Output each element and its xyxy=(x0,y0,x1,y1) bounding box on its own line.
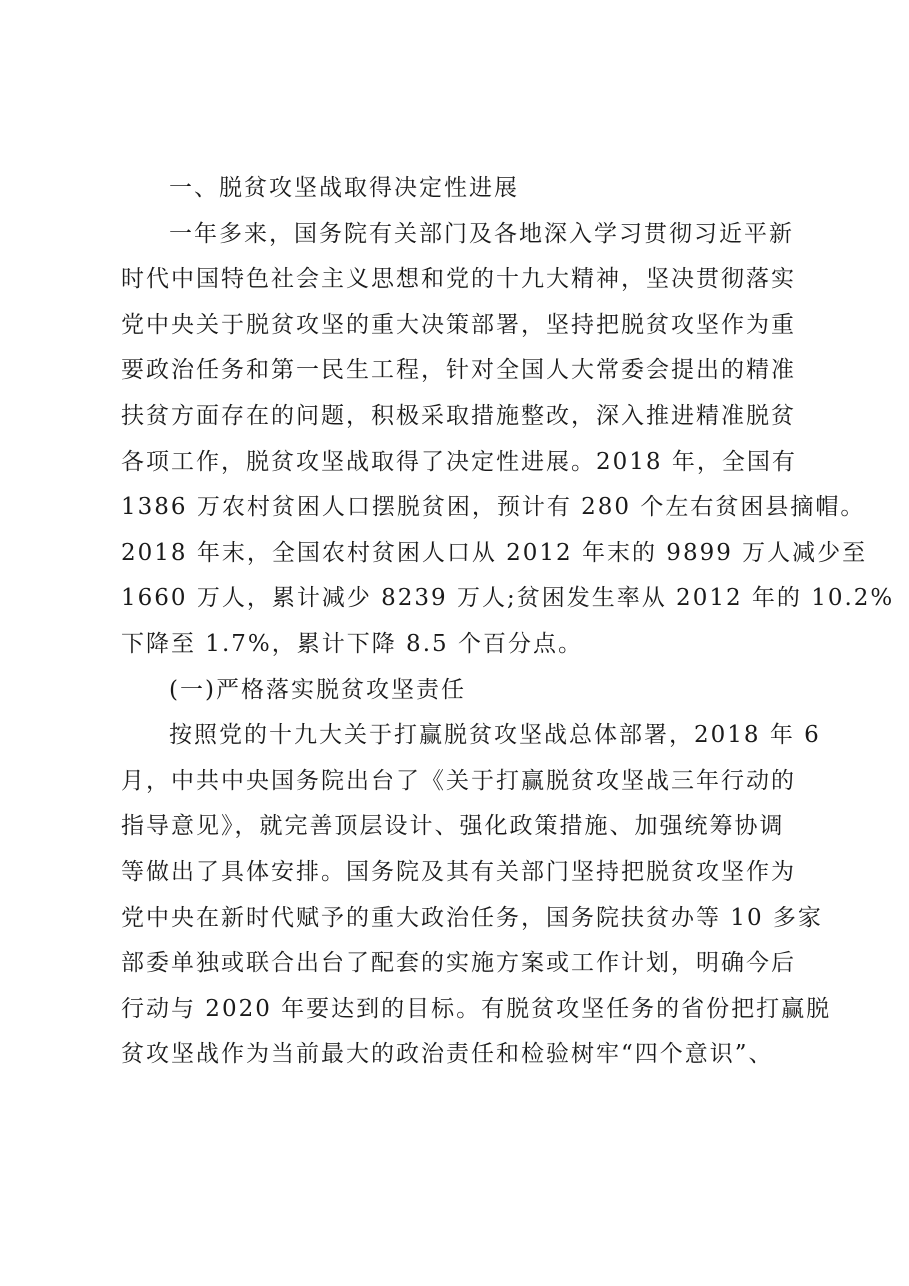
paragraph-line: 月，中共中央国务院出台了《关于打赢脱贫攻坚战三年行动的 xyxy=(121,767,796,794)
paragraph-line: 要政治任务和第一民生工程，针对全国人大常委会提出的精准 xyxy=(121,357,796,384)
paragraph-line: 贫攻坚战作为当前最大的政治责任和检验树牢“四个意识”、 xyxy=(121,1041,774,1068)
subsection-heading: (一)严格落实脱贫攻坚责任 xyxy=(169,676,466,703)
paragraph-line: 1660 万人，累计减少 8239 万人;贫困发生率从 2012 年的 10.2% xyxy=(121,585,895,612)
paragraph-line: 按照党的十九大关于打赢脱贫攻坚战总体部署，2018 年 6 xyxy=(169,722,821,749)
section-heading: 一、脱贫攻坚战取得决定性进展 xyxy=(169,175,519,201)
paragraph-line: 行动与 2020 年要达到的目标。有脱贫攻坚任务的省份把打赢脱 xyxy=(121,995,832,1022)
paragraph-line: 等做出了具体安排。国务院及其有关部门坚持把脱贫攻坚作为 xyxy=(121,858,796,885)
paragraph-line: 2018 年末，全国农村贫困人口从 2012 年末的 9899 万人减少至 xyxy=(121,539,868,566)
paragraph-line: 扶贫方面存在的问题，积极采取措施整改，深入推进精准脱贫 xyxy=(121,402,796,429)
paragraph-line: 时代中国特色社会主义思想和党的十九大精神，坚决贯彻落实 xyxy=(121,266,796,293)
paragraph-line: 1386 万农村贫困人口摆脱贫困，预计有 280 个左右贫困县摘帽。 xyxy=(121,494,866,521)
paragraph-line: 部委单独或联合出台了配套的实施方案或工作计划，明确今后 xyxy=(121,950,796,977)
paragraph-line: 党中央关于脱贫攻坚的重大决策部署，坚持把脱贫攻坚作为重 xyxy=(121,311,796,338)
document-body xyxy=(121,166,895,1078)
paragraph-line: 一年多来，国务院有关部门及各地深入学习贯彻习近平新 xyxy=(169,220,794,247)
paragraph-line: 指导意见》，就完善顶层设计、强化政策措施、加强统筹协调 xyxy=(121,813,785,840)
paragraph-line: 各项工作，脱贫攻坚战取得了决定性进展。2018 年，全国有 xyxy=(121,448,797,475)
paragraph-line: 党中央在新时代赋予的重大政治任务，国务院扶贫办等 10 多家 xyxy=(121,904,823,931)
paragraph-line: 下降至 1.7%，累计下降 8.5 个百分点。 xyxy=(121,630,583,657)
